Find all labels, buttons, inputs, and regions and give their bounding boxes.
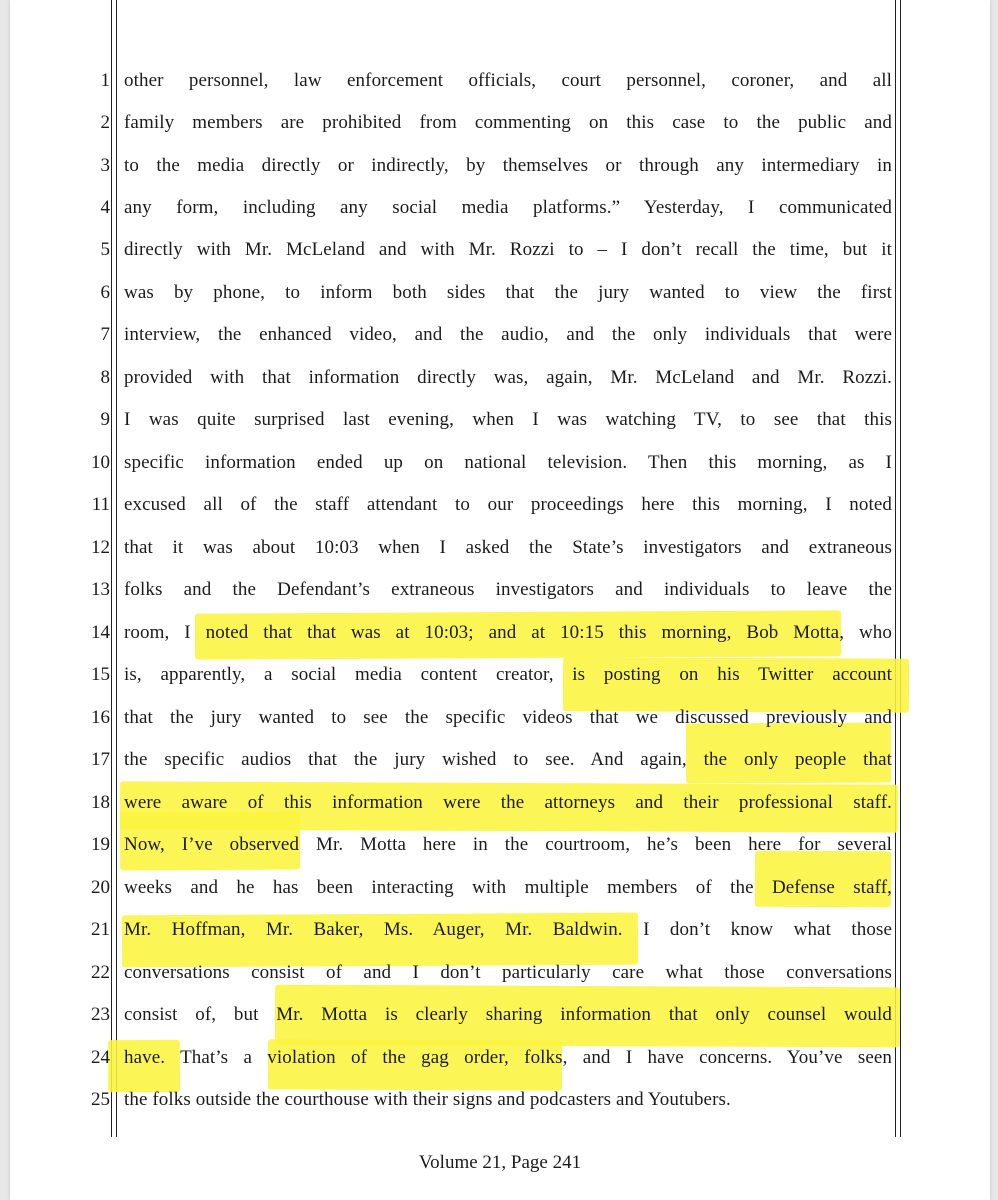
- line-text: provided with that information directly was, again, Mr. McLeland and Mr. Rozzi.: [124, 367, 892, 388]
- line-number: 10: [91, 452, 110, 473]
- line-number: 25: [91, 1089, 110, 1110]
- line-number: 12: [91, 537, 110, 558]
- line-number: 18: [91, 792, 110, 813]
- line-text: to the media directly or indirectly, by themselves or through any intermediary in: [124, 155, 892, 176]
- line-number: 21: [91, 919, 110, 940]
- line-number: 6: [100, 282, 110, 303]
- transcript-page: [10, 0, 990, 1200]
- line-text: the specific audios that the jury wished to see. And again, the only people that: [124, 749, 892, 770]
- line-text: was by phone, to inform both sides that the jury wanted to view the first: [124, 282, 892, 303]
- line-number: 24: [91, 1047, 110, 1068]
- line-number: 2: [100, 112, 110, 133]
- line-number: 17: [91, 749, 110, 770]
- line-text: specific information ended up on national television. Then this morning, as I: [124, 452, 892, 473]
- line-text: the folks outside the courthouse with their signs and podcasters and Youtubers.: [124, 1089, 731, 1110]
- line-text: that the jury wanted to see the specific videos that we discussed previously and: [124, 707, 892, 728]
- line-number: 8: [100, 367, 110, 388]
- line-text: excused all of the staff attendant to our proceedings here this morning, I noted: [124, 494, 892, 515]
- left-margin-rule-inner: [116, 0, 117, 1137]
- line-number: 3: [100, 155, 110, 176]
- line-text: folks and the Defendant’s extraneous investigators and individuals to leave the: [124, 579, 892, 600]
- line-number: 9: [100, 409, 110, 430]
- line-number: 15: [91, 664, 110, 685]
- line-number: 19: [91, 834, 110, 855]
- line-text: interview, the enhanced video, and the audio, and the only individuals that were: [124, 324, 892, 345]
- line-number: 11: [91, 494, 110, 515]
- line-number: 14: [91, 622, 110, 643]
- line-text: any form, including any social media platforms.” Yesterday, I communicated: [124, 197, 892, 218]
- right-margin-rule-inner: [895, 0, 896, 1137]
- line-text: were aware of this information were the attorneys and their professional staff.: [124, 792, 892, 813]
- line-text: Now, I’ve observed Mr. Motta here in the courtroom, he’s been here for several: [124, 834, 892, 855]
- line-text: family members are prohibited from commenting on this case to the public and: [124, 112, 892, 133]
- line-number: 7: [100, 324, 110, 345]
- line-text: Mr. Hoffman, Mr. Baker, Ms. Auger, Mr. Baldwin. I don’t know what those: [124, 919, 892, 940]
- line-text: room, I noted that that was at 10:03; and at 10:15 this morning, Bob Motta, who: [124, 622, 892, 643]
- line-number: 4: [100, 197, 110, 218]
- right-margin-rule: [900, 0, 901, 1137]
- line-number: 5: [100, 239, 110, 260]
- line-number: 22: [91, 962, 110, 983]
- line-number: 13: [91, 579, 110, 600]
- line-text: other personnel, law enforcement officials, court personnel, coroner, and all: [124, 70, 892, 91]
- line-text: is, apparently, a social media content creator, is posting on his Twitter account: [124, 664, 892, 685]
- line-text: I was quite surprised last evening, when I was watching TV, to see that this: [124, 409, 892, 430]
- line-text: directly with Mr. McLeland and with Mr. Rozzi to – I don’t recall the time, but it: [124, 239, 892, 260]
- line-text: that it was about 10:03 when I asked the State’s investigators and extraneous: [124, 537, 892, 558]
- line-number: 20: [91, 877, 110, 898]
- line-text: consist of, but Mr. Motta is clearly sharing information that only counsel would: [124, 1004, 892, 1025]
- left-margin-rule: [111, 0, 112, 1137]
- line-number: 1: [100, 70, 110, 91]
- page-footer: Volume 21, Page 241: [418, 1152, 582, 1173]
- line-number: 16: [91, 707, 110, 728]
- line-text: have. That’s a violation of the gag order, folks, and I have concerns. You’ve seen: [124, 1047, 892, 1068]
- line-text: weeks and he has been interacting with multiple members of the Defense staff,: [124, 877, 892, 898]
- line-number: 23: [91, 1004, 110, 1025]
- line-text: conversations consist of and I don’t particularly care what those conversations: [124, 962, 892, 983]
